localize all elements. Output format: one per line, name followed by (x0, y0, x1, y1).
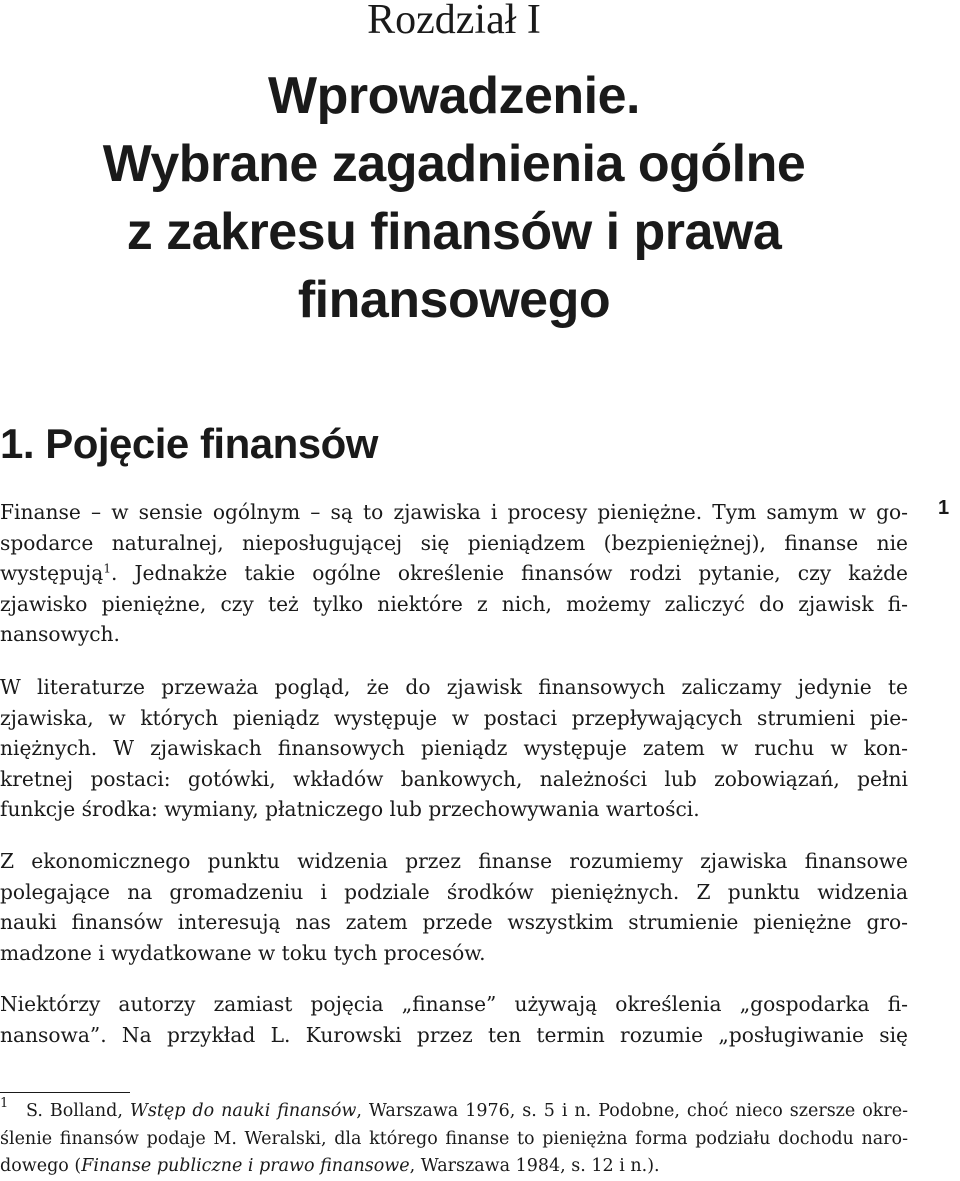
cited-title: Finanse publiczne i prawo finansowe (81, 1156, 410, 1176)
chapter-title-line: Wprowadzenie. (268, 67, 640, 125)
text-fragment: . Jednakże takie ogólne określenie finansów rodzi pytanie, czy każde (110, 561, 908, 585)
footnote-ref[interactable]: 1 (103, 561, 111, 576)
section-heading: 1. Pojęcie finansów (0, 420, 378, 467)
chapter-title-line: z zakresu finansów i prawa (126, 203, 782, 261)
text-line: Z ekonomicznego punktu widzenia przez finanse rozumiemy zjawiska finansowe (0, 849, 908, 873)
text-line: funkcje środka: wymiany, płatniczego lub przechowywania wartości. (0, 797, 700, 821)
text-line (0, 558, 908, 589)
text-fragment: , Warszawa 1976, s. 5 i n. Podobne, choć nieco szersze okre- (356, 1101, 908, 1121)
chapter-label: Rozdział I (367, 0, 541, 43)
paragraph (0, 989, 908, 1050)
text-line: spodarce naturalnej, nieposługującej się pieniądzem (bezpieniężnej), finanse nie (0, 530, 908, 555)
text-line: nansowych. (0, 622, 120, 646)
text-line: W literaturze przeważa pogląd, że do zjawisk finansowych zaliczamy jedynie te (0, 675, 908, 699)
text-fragment: występują (0, 561, 104, 585)
text-fragment: dowego ( (0, 1156, 82, 1176)
footnote-rule (0, 1092, 130, 1093)
text-fragment: , Warszawa 1984, s. 12 i n.). (409, 1156, 660, 1176)
text-line: zjawiska, w których pieniądz występuje w postaci przepływających strumieni pie- (0, 705, 908, 730)
text-line: Niektórzy autorzy zamiast pojęcia „finanse” używają określenia „gospodarka fi- (0, 992, 908, 1016)
footnote-line: ślenie finansów podaje M. Weralski, dla którego finanse to pieniężna forma podziału dochodu naro- (0, 1128, 908, 1149)
footnote: 1 S. Bolland, Wstęp do nauki finansów, Warszawa 1976, s. 5 i n. Podobne, choć nieco szersze okre- ślenie finansów podaje M. Weralski, dla którego finanse to pieniężna forma podziału dochodu naro- dowego (Finanse publiczne i prawo finansowe, Warszawa 1984, s. 12 i n.). (0, 1098, 908, 1181)
footnote-line (0, 1098, 908, 1126)
chapter-title (0, 62, 908, 334)
paragraph (0, 497, 908, 650)
text-line: polegające na gromadzeniu i podziale środków pieniężnych. Z punktu widzenia (0, 879, 908, 904)
text-fragment: S. Bolland, (26, 1101, 130, 1121)
chapter-title-line: Wybrane zagadnienia ogólne (102, 135, 806, 193)
text-line: nansowa”. Na przykład L. Kurowski przez ten termin rozumie „posługiwanie się (0, 1022, 908, 1047)
text-line: madzone i wydatkowane w toku tych procesów. (0, 940, 486, 965)
text-line: Finanse – w sensie ogólnym – są to zjawiska i procesy pieniężne. Tym samym w go- (0, 500, 908, 524)
paragraph (0, 672, 908, 825)
text-line: zjawisko pieniężne, czy też tylko niektóre z nich, możemy zaliczyć do zjawisk fi- (0, 591, 908, 616)
margin-number: 1 (938, 497, 950, 519)
text-line: niężnych. W zjawiskach finansowych pieniądz występuje zatem w ruchu w kon- (0, 736, 908, 760)
cited-title: Wstęp do nauki finansów (129, 1101, 357, 1121)
paragraph (0, 846, 908, 968)
text-line: nauki finansów interesują nas zatem przede wszystkim strumienie pieniężne gro- (0, 910, 908, 934)
footnote-line (0, 1153, 908, 1181)
text-line: kretnej postaci: gotówki, wkładów bankowych, należności lub zobowiązań, pełni (0, 766, 908, 791)
chapter-title-line: finansowego (297, 271, 611, 329)
